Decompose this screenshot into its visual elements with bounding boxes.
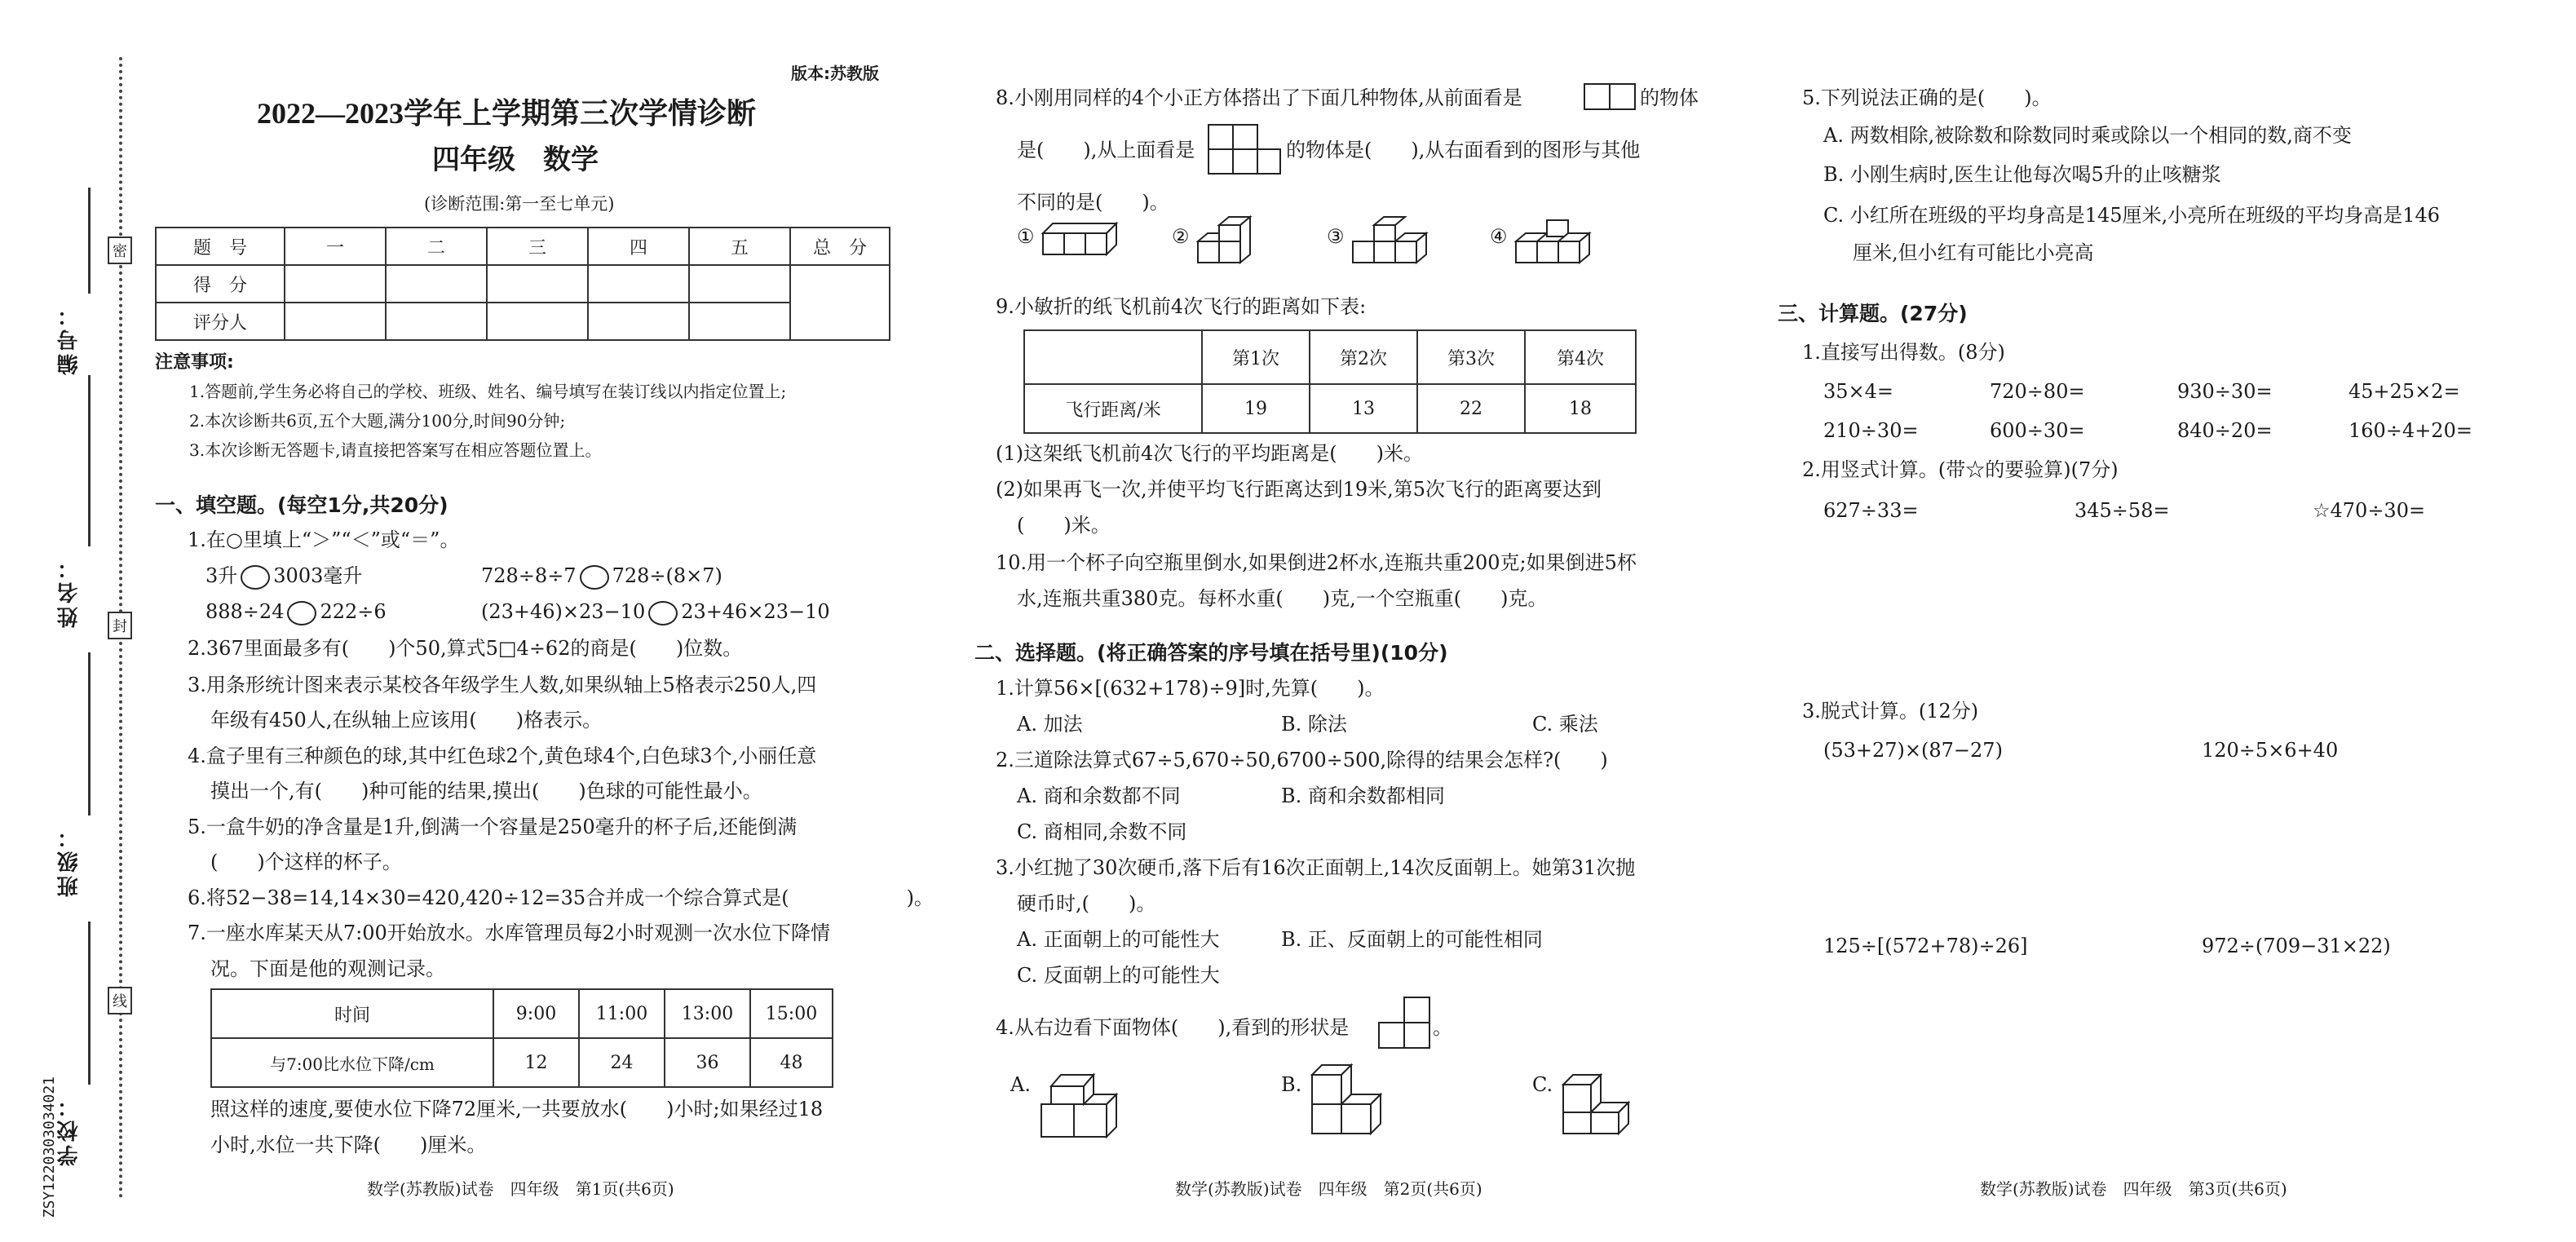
school-field[interactable]: [88, 922, 91, 1085]
solid-figure-a: [1040, 1057, 1129, 1143]
school-label: 学校：: [57, 1093, 82, 1166]
choice-2: 2.三道除法算式67÷5,670÷50,6700÷500,除得的结果会怎样?( ): [996, 749, 1608, 771]
calc-item: 720÷80=: [1990, 380, 2085, 403]
serial-number: ZSY1220303034021: [41, 1076, 58, 1218]
question-7-line-1: 7.一座水库某天从7:00开始放水。水库管理员每2小时观测一次水位下降情: [188, 922, 831, 944]
grader-input[interactable]: [285, 303, 386, 340]
total-score-input[interactable]: [790, 265, 890, 340]
score-input[interactable]: [487, 265, 588, 303]
option-2-label: ②: [1172, 225, 1190, 248]
flight-distance-table: [1023, 329, 1637, 434]
table-cell: 19: [1202, 384, 1310, 433]
compare-circle[interactable]: [241, 565, 270, 590]
question-5-line-2: ( )个这样的杯子。: [210, 851, 402, 873]
note-item: 2.本次诊断共6页,五个大题,满分100分,时间90分钟;: [189, 411, 566, 431]
q1-left-c: 888÷24: [205, 600, 285, 623]
grader-input[interactable]: [689, 303, 790, 340]
choice-3-line-1: 3.小红抛了30次硬币,落下后有16次正面朝上,14次反面朝上。她第31次抛: [996, 856, 1636, 879]
q1-right-b: 728÷(8×7): [612, 564, 722, 587]
table-cell: 13: [1310, 384, 1417, 433]
calc-item: 840÷20=: [2177, 419, 2273, 442]
score-cell: 得 分: [156, 265, 285, 303]
score-cell: 题 号: [156, 228, 285, 265]
compare-circle[interactable]: [648, 601, 678, 625]
question-10-line-2: 水,连瓶共重380克。每杯水重( )克,一个空瓶重( )克。: [1017, 587, 1548, 610]
calc-item: 600÷30=: [1990, 419, 2085, 442]
step-calc-item: 125÷[(572+78)÷26]: [1823, 935, 2028, 957]
score-cell: 三: [487, 228, 588, 265]
id-number-label: 编号：: [57, 302, 82, 375]
table-header: 11:00: [579, 989, 665, 1038]
question-7-line-3: 照这样的速度,要使水位下降72厘米,一共要放水( )小时;如果经过18: [210, 1098, 824, 1120]
section-3-heading: 三、计算题。(27分): [1778, 302, 1968, 325]
score-input[interactable]: [285, 265, 386, 303]
cube-figure-4: [1514, 214, 1604, 271]
solid-figure-b: [1310, 1052, 1384, 1143]
choice-1: 1.计算56×[(632+178)÷9]时,先算( )。: [996, 677, 1385, 700]
score-cell: 四: [588, 228, 689, 265]
page-1: [147, 0, 934, 1242]
q1-right-d: 23+46×23−10: [681, 600, 830, 623]
choice-5-option-a: A. 两数相除,被除数和除数同时乘或除以一个相同的数,商不变: [1823, 124, 2352, 147]
question-5-line-1: 5.一盒牛奶的净含量是1升,倒满一个容量是250毫升的杯子后,还能倒满: [188, 815, 798, 838]
vertical-calc-item: 627÷33=: [1823, 499, 1919, 522]
table-header: 13:00: [665, 989, 750, 1038]
question-3-line-2: 年级有450人,在纵轴上应该用( )格表示。: [210, 709, 603, 731]
calc-item: 930÷30=: [2177, 380, 2273, 403]
page-1-footer: 数学(苏教版)试卷 四年级 第1页(共6页): [367, 1179, 674, 1199]
calc-item: 210÷30=: [1823, 419, 1919, 442]
table-header: 第1次: [1202, 330, 1310, 384]
table-cell: 12: [493, 1038, 579, 1087]
score-cell: 五: [689, 228, 790, 265]
step-calc-item: (53+27)×(87−27): [1823, 739, 2003, 762]
q1-right-a: 3003毫升: [273, 564, 363, 587]
table-cell: 18: [1525, 384, 1636, 433]
grader-input[interactable]: [588, 303, 689, 340]
choice-3-option-b: B. 正、反面朝上的可能性相同: [1281, 928, 1543, 951]
page-2: [974, 0, 1725, 1242]
table-header: 第2次: [1310, 330, 1417, 384]
step-calc-item: 120÷5×6+40: [2202, 739, 2339, 762]
question-8-line-1: 8.小刚用同样的4个小正方体搭出了下面几种物体,从前面看是: [996, 86, 1522, 109]
version-label: 版本:苏教版: [791, 64, 879, 83]
table-cell: 48: [750, 1038, 833, 1087]
name-field[interactable]: [88, 375, 91, 546]
score-cell: 二: [386, 228, 487, 265]
water-level-table: [210, 988, 833, 1088]
choice-5-option-b: B. 小刚生病时,医生让他每次喝5升的止咳糖浆: [1823, 163, 2221, 186]
choice-2-option-b: B. 商和余数都相同: [1281, 785, 1445, 807]
score-input[interactable]: [386, 265, 487, 303]
question-8-line-1b: 的物体: [1640, 86, 1699, 109]
q1-right-c: 222÷6: [320, 600, 387, 623]
table-cell: 飞行距离/米: [1024, 384, 1202, 433]
compare-circle[interactable]: [287, 601, 316, 625]
binding-margin: [0, 0, 143, 1242]
choice-3-option-a: A. 正面朝上的可能性大: [1017, 928, 1220, 951]
vertical-calc-item: ☆470÷30=: [2313, 499, 2426, 522]
exam-scope: (诊断范围:第一至七单元): [424, 194, 615, 214]
question-1-row-1: [205, 564, 362, 590]
question-7-line-4: 小时,水位一共下降( )厘米。: [210, 1134, 487, 1156]
exam-subtitle: 四年级 数学: [432, 144, 599, 176]
question-8-line-3: 不同的是( )。: [1017, 191, 1169, 214]
question-1: 1.在○里填上“＞”“＜”或“＝”。: [188, 528, 460, 551]
question-8-line-2b: 的物体是( ),从右面看到的图形与其他: [1286, 139, 1641, 161]
table-cell: 36: [665, 1038, 750, 1087]
choice-5-option-c: C. 小红所在班级的平均身高是145厘米,小亮所在班级的平均身高是146: [1823, 204, 2441, 227]
calc-part-2: 2.用竖式计算。(带☆的要验算)(7分): [1802, 458, 2119, 481]
table-header: 15:00: [750, 989, 833, 1038]
table-header: [1024, 330, 1202, 384]
option-4-label: ④: [1490, 225, 1508, 248]
choice-4-option-c: C.: [1532, 1073, 1553, 1096]
notes-title: 注意事项:: [155, 352, 234, 373]
question-10-line-1: 10.用一个杯子向空瓶里倒水,如果倒进2杯水,连瓶共重200克;如果倒进5杯: [996, 551, 1637, 574]
grader-input[interactable]: [487, 303, 588, 340]
score-cell: 评分人: [156, 303, 285, 340]
question-1-row-2b: [481, 600, 830, 625]
choice-2-option-a: A. 商和余数都不同: [1017, 785, 1181, 807]
choice-1-option-c: C. 乘法: [1532, 713, 1598, 736]
question-4-line-1: 4.盒子里有三种颜色的球,其中红色球2个,黄色球4个,白色球3个,小丽任意: [188, 745, 817, 767]
vertical-calc-item: 345÷58=: [2074, 499, 2170, 522]
calc-item: 45+25×2=: [2348, 380, 2460, 403]
q1-left-b: 728÷8÷7: [481, 564, 577, 587]
cube-figure-2: [1196, 214, 1278, 271]
right-view-shape: [1377, 997, 1431, 1049]
option-1-label: ①: [1017, 225, 1035, 248]
page-3: [1778, 0, 2544, 1242]
score-table: [155, 227, 890, 341]
front-view-icon: [1584, 83, 1636, 111]
choice-4: 4.从右边看下面物体( ),看到的形状是: [996, 1016, 1350, 1039]
choice-1-option-a: A. 加法: [1017, 713, 1083, 736]
table-header: 第4次: [1525, 330, 1636, 384]
page-3-footer: 数学(苏教版)试卷 四年级 第3页(共6页): [1980, 1179, 2287, 1199]
table-cell: 22: [1417, 384, 1525, 433]
q1-left-d: (23+46)×23−10: [481, 600, 646, 623]
cube-figure-3: [1351, 214, 1441, 271]
question-9: 9.小敏折的纸飞机前4次飞行的距离如下表:: [996, 295, 1367, 318]
question-3-line-1: 3.用条形统计图来表示某校各年级学生人数,如果纵轴上5格表示250人,四: [188, 674, 817, 696]
question-9-part-2b: ( )米。: [1017, 514, 1111, 537]
page-2-footer: 数学(苏教版)试卷 四年级 第2页(共6页): [1175, 1179, 1482, 1199]
section-2-heading: 二、选择题。(将正确答案的序号填在括号里)(10分): [974, 641, 1448, 665]
calc-item: 35×4=: [1823, 380, 1894, 403]
question-1-row-1b: [481, 564, 722, 590]
score-input[interactable]: [689, 265, 790, 303]
id-number-field[interactable]: [88, 188, 91, 294]
table-header: 时间: [211, 989, 493, 1038]
grader-input[interactable]: [386, 303, 487, 340]
table-header: 9:00: [493, 989, 579, 1038]
choice-1-option-b: B. 除法: [1281, 713, 1347, 736]
seal-xian: 线: [108, 987, 132, 1014]
name-label: 姓名：: [57, 555, 82, 628]
question-2: 2.367里面最多有( )个50,算式5□4÷62的商是( )位数。: [188, 637, 743, 660]
score-cell: 总 分: [790, 228, 890, 265]
exam-title: 2022—2023学年上学期第三次学情诊断: [257, 97, 757, 130]
score-input[interactable]: [588, 265, 689, 303]
table-header: 第3次: [1417, 330, 1525, 384]
calc-part-1: 1.直接写出得数。(8分): [1802, 341, 2005, 364]
option-3-label: ③: [1327, 225, 1345, 248]
seal-feng: 封: [108, 612, 132, 639]
note-item: 3.本次诊断无答题卡,请直接把答案写在相应答题位置上。: [189, 440, 602, 460]
choice-4-end: 。: [1433, 1016, 1452, 1039]
choice-4-option-a: A.: [1010, 1073, 1031, 1096]
choice-3-option-c: C. 反面朝上的可能性大: [1017, 964, 1220, 987]
question-9-part-1: (1)这架纸飞机前4次飞行的平均距离是( )米。: [996, 442, 1423, 465]
class-field[interactable]: [88, 652, 91, 815]
note-item: 1.答题前,学生务必将自己的学校、班级、姓名、编号填写在装订线以内指定位置上;: [189, 382, 787, 401]
section-1-heading: 一、填空题。(每空1分,共20分): [155, 493, 448, 517]
question-8-line-2a: 是( ),从上面看是: [1017, 139, 1195, 161]
table-cell: 与7:00比水位下降/cm: [211, 1038, 493, 1087]
choice-2-option-c: C. 商相同,余数不同: [1017, 820, 1187, 843]
question-4-line-2: 摸出一个,有( )种可能的结果,摸出( )色球的可能性最小。: [210, 780, 762, 802]
compare-circle[interactable]: [580, 565, 609, 590]
top-view-icon: [1208, 124, 1281, 176]
solid-figure-c: [1562, 1052, 1635, 1138]
question-6: 6.将52−38=14,14×30=420,420÷12=35合并成一个综合算式是( )。: [188, 886, 934, 909]
class-label: 班级：: [57, 824, 82, 897]
cube-figure-1: [1041, 219, 1131, 267]
step-calc-item: 972÷(709−31×22): [2202, 935, 2391, 957]
choice-5: 5.下列说法正确的是( )。: [1802, 86, 2052, 109]
question-7-line-2: 况。下面是他的观测记录。: [210, 957, 445, 980]
seal-mi: 密: [108, 236, 132, 264]
calc-part-3: 3.脱式计算。(12分): [1802, 700, 1979, 723]
q1-left-a: 3升: [205, 564, 238, 587]
score-cell: 一: [285, 228, 386, 265]
calc-item: 160÷4+20=: [2348, 419, 2472, 442]
choice-5-option-c-cont: 厘米,但小红有可能比小亮高: [1853, 241, 2094, 264]
question-9-part-2: (2)如果再飞一次,并使平均飞行距离达到19米,第5次飞行的距离要达到: [996, 478, 1602, 501]
table-cell: 24: [579, 1038, 665, 1087]
choice-3-line-2: 硬币时,( )。: [1017, 892, 1156, 915]
question-1-row-2: [205, 600, 387, 625]
choice-4-option-b: B.: [1281, 1073, 1302, 1096]
